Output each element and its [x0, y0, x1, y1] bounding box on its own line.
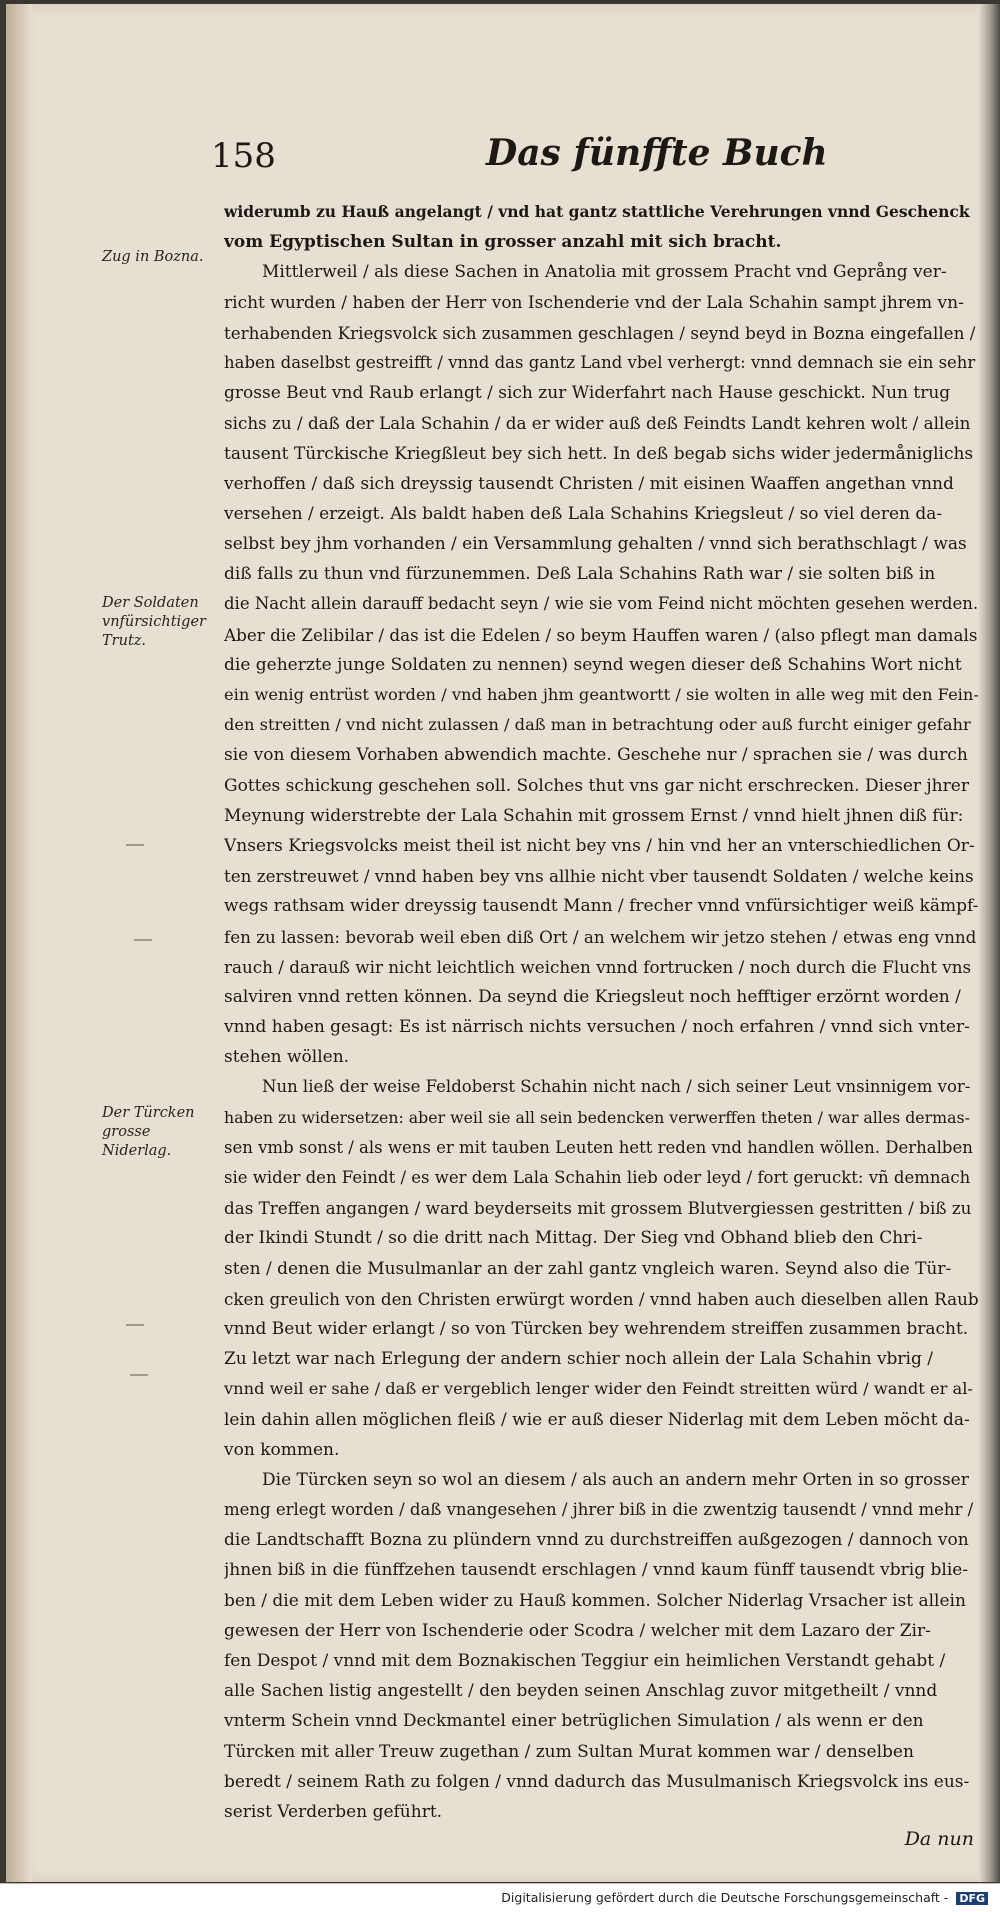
text-line: die Nacht allein darauff bedacht seyn / wie sie vom Feind nicht möchten gesehen werden. — [224, 594, 979, 614]
text-line: Gottes schickung geschehen soll. Solches thut vns gar nicht erschrecken. Dieser jhrer — [224, 775, 969, 796]
text-line: grosse Beut vnd Raub erlangt / sich zur Widerfahrt nach Hause geschickt. Nun trug — [224, 383, 951, 404]
text-line: haben daselbst gestreifft / vnnd das gantz Land vbel verhergt: vnnd demnach sie ein sehr — [224, 352, 976, 372]
running-head: Das fünffte Buch — [486, 132, 828, 174]
margin-note: Der Türcken grosse Niderlag. — [102, 1105, 195, 1159]
text-line: ben / die mit dem Leben wider zu Hauß kommen. Solcher Niderlag Vrsacher ist allein — [224, 1590, 966, 1611]
margin-mark — [130, 1374, 148, 1376]
text-line: vnnd Beut wider erlangt / so von Türcken bey wehrendem streiffen zusammen bracht. — [224, 1318, 969, 1339]
text-line: tausent Türckische Kriegßleut bey sich hett. In deß begab sichs wider jedermåniglichs — [224, 443, 974, 464]
text-line: ein wenig entrüst worden / vnd haben jhm geantwortt / sie wolten in alle weg mit den Fein- — [224, 685, 979, 704]
text-line: die Landtschafft Bozna zu plündern vnnd zu durchstreiffen außgezogen / dannoch von — [224, 1530, 969, 1551]
dfg-logo: DFG — [956, 1892, 988, 1905]
text-line: sie wider den Feindt / es wer dem Lala Schahin lieb oder leyd / fort geruckt: vñ demnach — [224, 1168, 971, 1187]
text-line: terhabenden Kriegsvolck sich zusammen geschlagen / seynd beyd in Bozna eingefallen / — [224, 322, 976, 343]
text-line: gewesen der Herr von Ischenderie oder Scodra / welcher mit dem Lazaro der Zir- — [224, 1620, 931, 1641]
body-text — [224, 197, 979, 1827]
text-line: haben zu widersetzen: aber weil sie all sein bedencken verwerffen theten / war alles dermas- — [224, 1107, 970, 1127]
text-line: Meynung widerstrebte der Lala Schahin mit grossem Ernst / vnnd hielt jhnen diß für: — [224, 805, 964, 826]
text-line: versehen / erzeigt. Als baldt haben deß Lala Schahins Kriegsleut / so viel deren da- — [224, 503, 943, 524]
text-line: die geherzte junge Soldaten zu nennen) seynd wegen dieser deß Schahins Wort nicht — [224, 654, 962, 675]
text-line: Vnsers Kriegsvolcks meist theil ist nicht bey vns / hin vnd her an vnterschiedlichen Or- — [224, 835, 975, 856]
text-line: Türcken mit aller Treuw zugethan / zum Sultan Murat kommen war / denselben — [224, 1741, 914, 1762]
text-line: rauch / darauß wir nicht leichtlich weichen vnnd fortrucken / noch durch die Flucht vns — [224, 956, 972, 977]
text-line: sichs zu / daß der Lala Schahin / da er wider auß deß Feindts Landt kehren wolt / allein — [224, 413, 971, 434]
text-line: sten / denen die Musulmanlar an der zahl gantz vngleich waren. Seynd also die Tür- — [224, 1258, 952, 1279]
text-line: fen Despot / vnnd mit dem Boznakischen Teggiur ein heimlichen Verstandt gehabt / — [224, 1651, 946, 1671]
text-line: Nun ließ der weise Feldoberst Schahin nicht nach / sich seiner Leut vnsinnigem vor- — [262, 1077, 971, 1097]
text-line: vnterm Schein vnnd Deckmantel einer betrüglichen Simulation / als wenn er den — [224, 1711, 924, 1732]
text-line: diß falls zu thun vnd fürzunemmen. Deß Lala Schahins Rath war / sie solten biß in — [224, 564, 936, 585]
margin-mark — [134, 939, 152, 941]
text-line: richt wurden / haben der Herr von Ischenderie vnd der Lala Schahin sampt jhrem vn- — [224, 292, 964, 313]
footer-credit-text: Digitalisierung gefördert durch die Deutsche Forschungsgemeinschaft - — [501, 1890, 949, 1905]
text-line: selbst bey jhm vorhanden / ein Versammlung gehalten / vnnd sich berathschlagt / was — [224, 534, 967, 555]
text-line: cken greulich von den Christen erwürgt worden / vnnd haben auch dieselben allen Raub — [224, 1288, 979, 1309]
text-line: widerumb zu Hauß angelangt / vnd hat gantz stattliche Verehrungen vnnd Geschenck — [224, 202, 970, 221]
text-line: Aber die Zelibilar / das ist die Edelen / so beym Hauffen waren / (also pflegt man damals — [224, 624, 978, 645]
page-edge — [978, 4, 1000, 1882]
text-line: alle Sachen listig angestellt / den beyden seinen Anschlag zuvor mitgetheilt / vnnd — [224, 1681, 938, 1702]
book-page — [6, 4, 1000, 1882]
text-line: Zu letzt war nach Erlegung der andern schier noch allein der Lala Schahin vbrig / — [224, 1349, 934, 1370]
text-line: serist Verderben geführt. — [224, 1801, 443, 1822]
text-line: sen vmb sonst / als wens er mit tauben Leuten hett reden vnd handlen wöllen. Derhalben — [224, 1137, 973, 1157]
text-line: jhnen biß in die fünffzehen tausendt erschlagen / vnnd kaum fünff tausendt vbrig blie- — [224, 1560, 969, 1581]
footer-credit — [501, 1890, 988, 1905]
margin-note: Der Soldaten vnfürsichtiger Trutz. — [102, 595, 206, 649]
text-line: Die Türcken seyn so wol an diesem / als auch an andern mehr Orten in so grosser — [262, 1469, 969, 1490]
text-line: von kommen. — [224, 1439, 340, 1460]
text-line: lein dahin allen möglichen fleiß / wie er auß dieser Niderlag mit dem Leben möcht da- — [224, 1409, 970, 1430]
text-line: fen zu lassen: bevorab weil eben diß Ort / an welchem wir jetzo stehen / etwas eng vnnd — [224, 926, 977, 947]
text-line: ten zerstreuwet / vnnd haben bey vns allhie nicht vber tausendt Soldaten / welche keins — [224, 866, 974, 887]
page-header — [211, 132, 828, 184]
text-line: das Treffen angangen / ward beyderseits mit grossem Blutvergiessen gestritten / biß zu — [224, 1198, 972, 1219]
text-line: sie von diesem Vorhaben abwendich machte. Geschehe nur / sprachen sie / was durch — [224, 745, 968, 766]
margin-mark — [126, 844, 144, 846]
digitization-footer — [0, 1883, 1000, 1912]
page-number: 158 — [211, 136, 276, 176]
text-line: meng erlegt worden / daß vnangesehen / jhrer biß in die zwentzig tausendt / vnnd mehr / — [224, 1500, 974, 1520]
margin-mark — [126, 1324, 144, 1326]
text-line: Mittlerweil / als diese Sachen in Anatolia mit grossem Pracht vnd Geprång ver- — [262, 262, 947, 283]
page-gutter-shadow — [6, 4, 32, 1882]
text-line: der Ikindi Stundt / so die dritt nach Mittag. Der Sieg vnd Obhand blieb den Chri- — [224, 1228, 923, 1249]
catchword: Da nun — [904, 1828, 974, 1850]
text-line: salviren vnnd retten können. Da seynd die Kriegsleut noch hefftiger erzörnt worden / — [224, 986, 961, 1007]
text-line: vnnd weil er sahe / daß er vergeblich lenger wider den Feindt streitten würd / wandt er al- — [224, 1379, 973, 1399]
text-line: vnnd haben gesagt: Es ist närrisch nichts versuchen / noch erfahren / vnnd sich vnter- — [224, 1017, 970, 1038]
text-line: wegs rathsam wider dreyssig tausendt Mann / frecher vnnd vnfürsichtiger weiß kämpf- — [224, 896, 979, 917]
text-line: beredt / seinem Rath zu folgen / vnnd dadurch das Musulmanisch Kriegsvolck ins eus- — [224, 1771, 970, 1792]
text-line: verhoffen / daß sich dreyssig tausendt Christen / mit eisinen Waaffen angethan vnnd — [224, 473, 954, 494]
text-line: den streitten / vnd nicht zulassen / daß man in betrachtung oder auß furcht einiger gefahr — [224, 715, 971, 735]
margin-note: Zug in Bozna. — [102, 249, 204, 265]
text-line: vom Egyptischen Sultan in grosser anzahl mit sich bracht. — [224, 232, 782, 253]
text-line: stehen wöllen. — [224, 1047, 350, 1068]
